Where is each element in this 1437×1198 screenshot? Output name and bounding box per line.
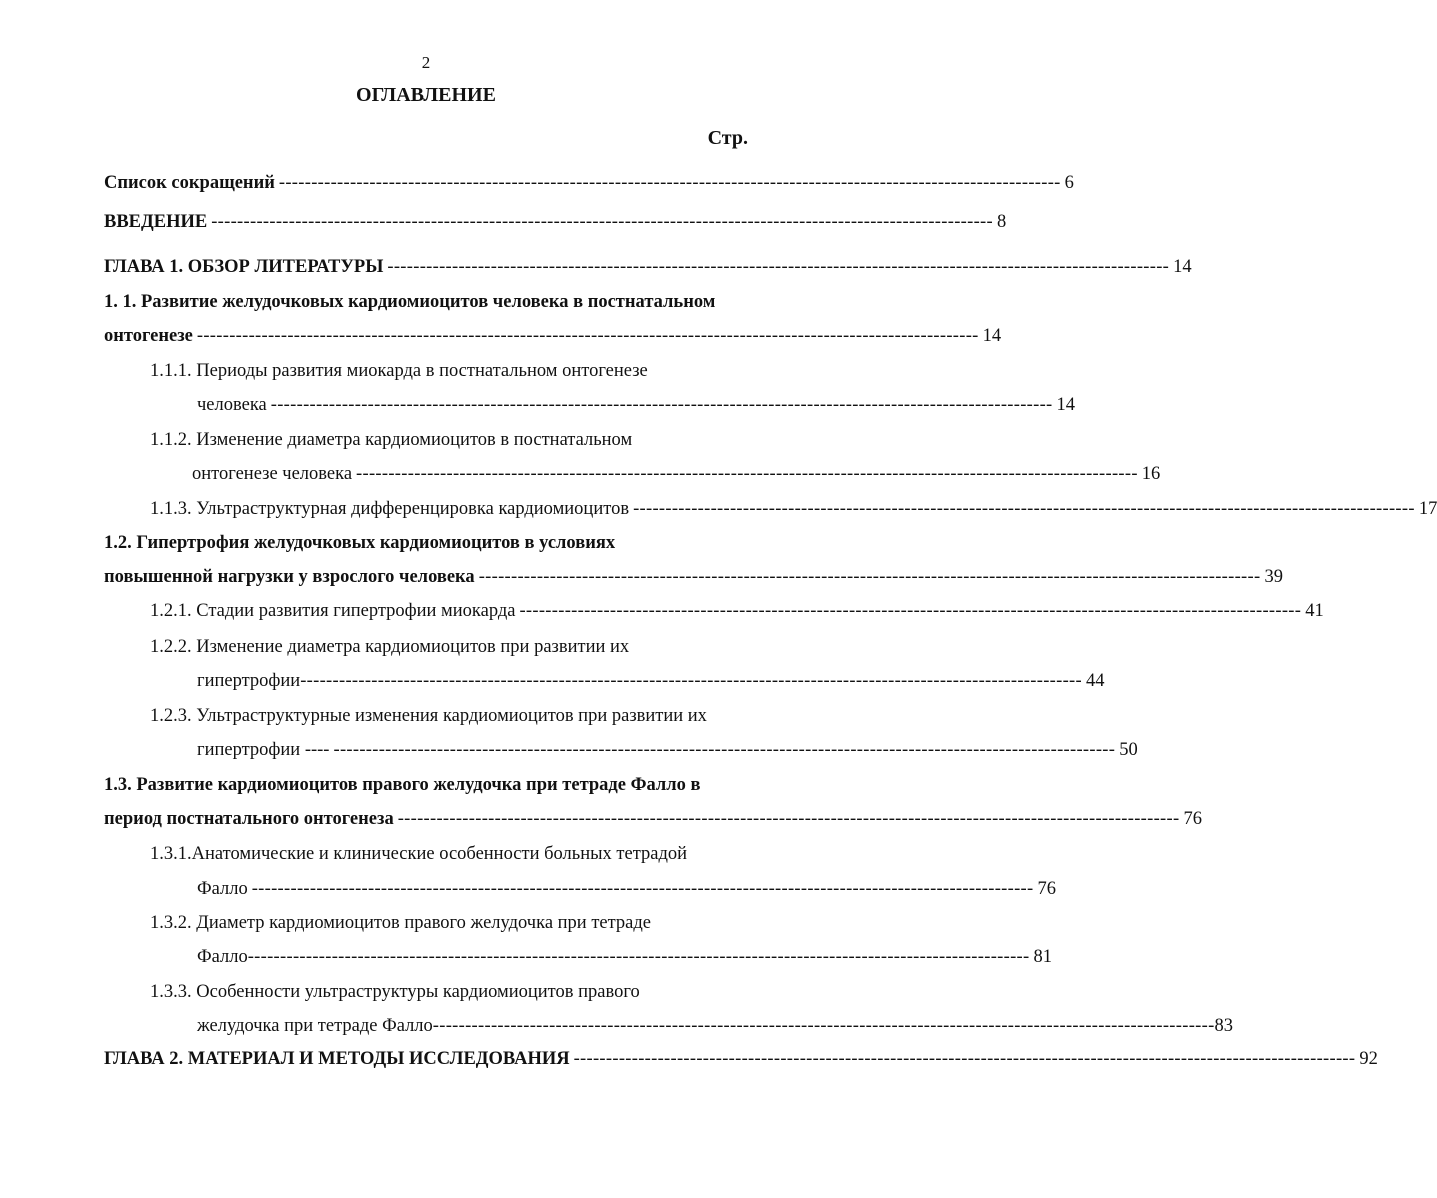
page-number: 2	[421, 53, 431, 72]
toc-entry-text: ВВЕДЕНИЕ	[104, 212, 208, 232]
toc-entry-subsection-1-2-2[interactable]	[150, 634, 629, 660]
toc-entry-text: 1. 1. Развитие желудочковых кардиомиоцитов человека в постнатальном	[104, 292, 716, 312]
leader-dots: -------------------------------------------------------------------------------------------------------------------------	[478, 567, 1261, 587]
toc-entry-text: онтогенезе	[104, 326, 193, 346]
toc-entry-subsection-1-3-2[interactable]	[150, 910, 651, 936]
toc-entry-section-1-1[interactable]	[104, 289, 715, 315]
toc-entry-page: 6	[1064, 173, 1074, 193]
leader-dots: -------------------------------------------------------------------------------------------------------------------------	[633, 499, 1415, 519]
toc-entry-text: человека	[197, 395, 267, 415]
toc-entry-subsection-1-1-2-cont[interactable]	[192, 461, 1161, 487]
toc-entry-text: 1.1.1. Периоды развития миокарда в постнатальном онтогенезе	[150, 361, 648, 381]
toc-entry-text: Фалло	[197, 947, 248, 967]
leader-dots: -------------------------------------------------------------------------------------------------------------------------	[356, 464, 1138, 484]
page-column-label: Стр.	[707, 127, 748, 149]
toc-entry-subsection-1-1-2[interactable]	[150, 427, 632, 453]
toc-entry-subsection-1-1-3[interactable]	[150, 496, 1437, 522]
leader-dots: -------------------------------------------------------------------------------------------------------------------------	[519, 601, 1302, 621]
toc-entry-text: онтогенезе человека	[192, 464, 353, 484]
toc-entry-subsection-1-2-3[interactable]	[150, 703, 707, 729]
toc-entry-page: 44	[1085, 671, 1105, 691]
toc-entry-text: желудочка при тетраде Фалло	[197, 1016, 433, 1036]
toc-entry-text: гипертрофии ----	[197, 740, 330, 760]
toc-entry-page: 14	[1173, 257, 1192, 277]
toc-entry-page: 14	[982, 326, 1002, 346]
toc-entry-page: 39	[1264, 567, 1283, 587]
leader-dots: -------------------------------------------------------------------------------------------------------------------------	[211, 212, 993, 232]
toc-entry-text: 1.2.1. Стадии развития гипертрофии миокарда	[150, 601, 516, 621]
leader-dots: -------------------------------------------------------------------------------------------------------------------------	[432, 1016, 1215, 1036]
toc-entry-text: ГЛАВА 1. ОБЗОР ЛИТЕРАТУРЫ	[104, 257, 384, 277]
toc-entry-page: 17	[1418, 499, 1437, 519]
toc-entry-text: 1.2.2. Изменение диаметра кардиомиоцитов при развитии их	[150, 637, 630, 657]
toc-entry-section-1-1-cont[interactable]	[104, 323, 1002, 349]
toc-entry-introduction[interactable]	[104, 209, 1007, 235]
toc-entry-text: 1.3.1.Анатомические и клинические особенности больных тетрадой	[150, 844, 688, 864]
toc-entry-abbreviations[interactable]	[104, 170, 1074, 196]
toc-entry-page: 41	[1305, 601, 1324, 621]
toc-entry-text: 1.2.3. Ультраструктурные изменения кардиомиоцитов при развитии их	[150, 706, 707, 726]
toc-entry-text: Фалло	[197, 879, 248, 899]
leader-dots: -------------------------------------------------------------------------------------------------------------------------	[251, 879, 1034, 899]
leader-dots: -------------------------------------------------------------------------------------------------------------------------	[247, 947, 1030, 967]
toc-entry-subsection-1-1-1[interactable]	[150, 358, 648, 384]
leader-dots: -------------------------------------------------------------------------------------------------------------------------	[270, 395, 1053, 415]
toc-entry-section-1-3-cont[interactable]	[104, 806, 1202, 832]
toc-entry-page: 92	[1359, 1049, 1378, 1069]
toc-entry-subsection-1-1-1-cont[interactable]	[197, 392, 1076, 418]
toc-entry-page: 76	[1183, 809, 1202, 829]
leader-dots: -------------------------------------------------------------------------------------------------------------------------	[300, 671, 1082, 691]
toc-entry-page: 76	[1037, 879, 1056, 899]
toc-entry-text: 1.1.3. Ультраструктурная дифференцировка кардиомиоцитов	[150, 499, 630, 519]
toc-entry-section-1-2[interactable]	[104, 530, 615, 556]
page-title: ОГЛАВЛЕНИЕ	[356, 84, 496, 106]
toc-entry-text: 1.2. Гипертрофия желудочковых кардиомиоцитов в условиях	[104, 533, 616, 553]
leader-dots: -------------------------------------------------------------------------------------------------------------------------	[573, 1049, 1356, 1069]
toc-entry-text: 1.3.3. Особенности ультраструктуры кардиомиоцитов правого	[150, 982, 640, 1002]
toc-entry-page: 14	[1056, 395, 1076, 415]
toc-entry-text: Список сокращений	[104, 173, 275, 193]
toc-entry-text: 1.3.2. Диаметр кардиомиоцитов правого желудочка при тетраде	[150, 913, 652, 933]
toc-entry-subsection-1-2-1[interactable]	[150, 598, 1324, 624]
toc-entry-text: 1.1.2. Изменение диаметра кардиомиоцитов в постнатальном	[150, 430, 633, 450]
toc-entry-chapter-1[interactable]	[104, 254, 1192, 280]
toc-entry-text: повышенной нагрузки у взрослого человека	[104, 567, 475, 587]
toc-entry-subsection-1-3-3[interactable]	[150, 979, 640, 1005]
toc-entry-text: период постнатального онтогенеза	[104, 809, 394, 829]
leader-dots: -------------------------------------------------------------------------------------------------------------------------	[387, 257, 1170, 277]
toc-entry-subsection-1-3-1[interactable]	[150, 841, 687, 867]
toc-entry-text: гипертрофии	[197, 671, 301, 691]
toc-entry-page: 16	[1141, 464, 1161, 484]
toc-entry-subsection-1-2-2-cont[interactable]	[197, 668, 1105, 694]
toc-entry-text: ГЛАВА 2. МАТЕРИАЛ И МЕТОДЫ ИССЛЕДОВАНИЯ	[104, 1049, 570, 1069]
toc-entry-subsection-1-2-3-cont[interactable]	[197, 737, 1138, 763]
toc-entry-page: 50	[1119, 740, 1138, 760]
leader-dots: -------------------------------------------------------------------------------------------------------------------------	[397, 809, 1180, 829]
toc-entry-section-1-2-cont[interactable]	[104, 564, 1283, 590]
leader-dots: -------------------------------------------------------------------------------------------------------------------------	[196, 326, 979, 346]
toc-entry-chapter-2[interactable]	[104, 1046, 1378, 1072]
toc-entry-page: 83	[1214, 1016, 1234, 1036]
toc-entry-subsection-1-3-2-cont[interactable]	[197, 944, 1052, 970]
toc-entry-subsection-1-3-3-cont[interactable]	[197, 1013, 1234, 1039]
toc-entry-page: 8	[996, 212, 1007, 232]
leader-dots: -------------------------------------------------------------------------------------------------------------------------	[333, 740, 1116, 760]
leader-dots: -------------------------------------------------------------------------------------------------------------------------	[278, 173, 1061, 193]
toc-entry-page: 81	[1033, 947, 1052, 967]
toc-entry-section-1-3[interactable]	[104, 772, 701, 798]
toc-entry-text: 1.3. Развитие кардиомиоцитов правого желудочка при тетраде Фалло в	[104, 775, 701, 795]
toc-entry-subsection-1-3-1-cont[interactable]	[197, 876, 1056, 902]
